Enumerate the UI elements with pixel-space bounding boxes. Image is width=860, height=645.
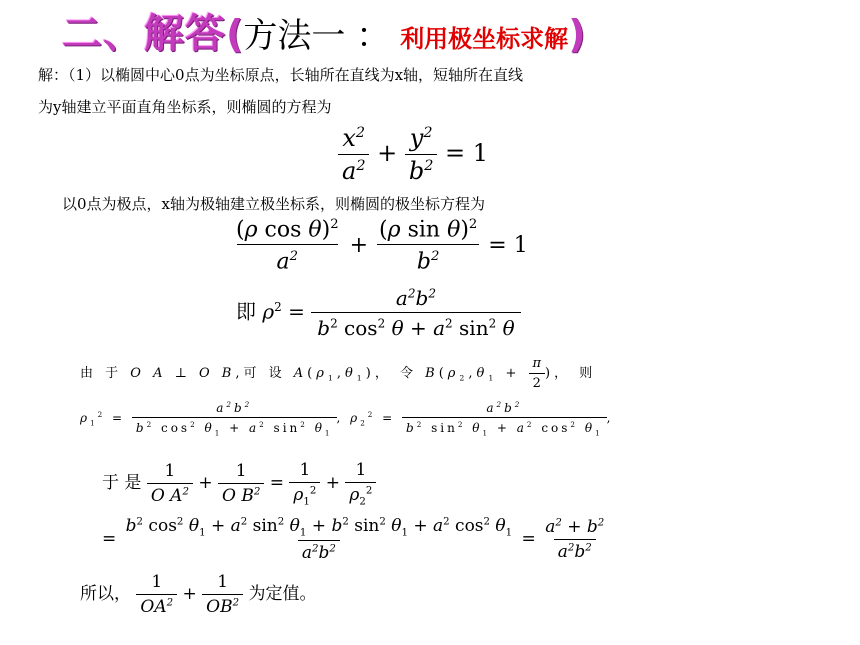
- conclusion-line: 所以， $\frac{1}{OA^2}$ + $\frac{1}{OB^2}$ 为定值。: [80, 572, 317, 617]
- ji-label: 即: [236, 299, 256, 324]
- title-close-paren: ): [568, 12, 586, 56]
- solution-line-2: 为y轴建立平面直角坐标系，则椭圆的方程为: [38, 98, 332, 116]
- solution-line-1: 解：（1）以椭圆中心0点为坐标原点，长轴所在直线为x轴，短轴所在直线: [38, 66, 524, 84]
- title-open-paren: (: [226, 12, 244, 56]
- y-over-b-fraction: $\frac{y^2}{b^2}$: [405, 124, 438, 185]
- reciprocal-sum-line: 于 是 $\frac{1}{O A^2}$ + $\frac{1}{O B^2}$ = $\frac{1}{\rho_1^2}$ + $\frac{1}{\rho_2^2}$: [102, 460, 376, 507]
- perpendicular-line: 由 于 O A ⊥ O B,可 设 $A(\rho_1,\theta_1)$， 令 $B(\rho_2,\theta_1$ + $\frac{\pi}{2}$ )， 则: [80, 356, 597, 391]
- polar-equation: $\frac{(\rho \cos \theta)^2}{a^2}$ + $\frac{(\rho \sin \theta)^2}{b^2}$ = 1: [236, 217, 528, 275]
- x-over-a-fraction: $\frac{x^2}{a^2}$: [338, 124, 369, 185]
- rho-values-line: $\rho_1^2$ = $\frac{a^2b^2}{b^2 \cos^2 \theta_1 + a^2 \sin^2 \theta_1}$ , $\rho_2^2$ = $\frac{a^2b^2}{b^2 \sin^2 \theta_1 + a^2 \cos^2 \theta_1}$ ,: [80, 400, 614, 438]
- section-title: [62, 2, 586, 57]
- ellipse-equation: $\frac{x^2}{a^2}$ + $\frac{y^2}{b^2}$ = 1: [338, 124, 488, 185]
- title-method: 方法一 ：: [243, 16, 391, 56]
- title-part1: 二、解答: [62, 11, 226, 57]
- polar-intro-line: 以0点为极点，x轴为极轴建立极坐标系，则椭圆的极坐标方程为: [62, 195, 486, 213]
- simplification-line: = $\frac{b^2 \cos^2 \theta_1 + a^2 \sin^2 \theta_1 + b^2 \sin^2 \theta_1 + a^2 \cos^2 \theta_1}{a^2b^2}$ = $\frac{a^2 + b^2}{a^2b^2}$: [102, 516, 605, 564]
- rho-squared-equation: 即 $\rho^2$ = $\frac{a^2b^2}{b^2 \cos^2 \theta + a^2 \sin^2 \theta}$: [236, 286, 521, 340]
- title-method-desc: 利用极坐标求解: [400, 25, 569, 53]
